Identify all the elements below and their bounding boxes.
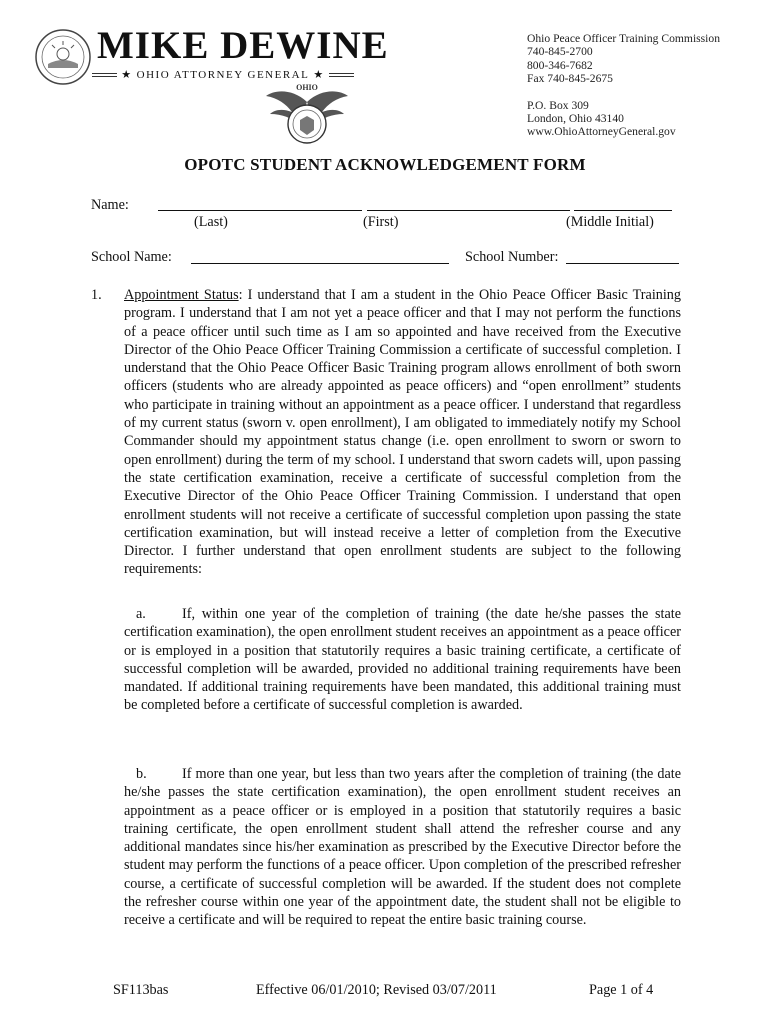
footer-page-number: Page 1 of 4 (589, 982, 654, 998)
sub-item-b (124, 765, 681, 930)
item-body (124, 286, 681, 579)
school-number-label: School Number: (465, 249, 559, 265)
school-name-label: School Name: (91, 249, 172, 265)
sub-a-label: a. (136, 606, 146, 622)
contact-block (527, 32, 720, 139)
item-heading: Appointment Status (124, 287, 239, 303)
last-caption: (Last) (194, 214, 228, 230)
star-icon: ★ (313, 69, 325, 81)
school-name-field[interactable] (191, 263, 449, 264)
last-name-field[interactable] (158, 210, 362, 211)
footer-effective-date: Effective 06/01/2010; Revised 03/07/2011 (256, 982, 497, 998)
state-seal-icon (34, 28, 92, 86)
footer-form-id: SF113bas (113, 982, 169, 998)
middle-initial-caption: (Middle Initial) (566, 214, 654, 230)
sub-item-a (124, 605, 681, 715)
middle-initial-field[interactable] (574, 210, 672, 211)
first-name-field[interactable] (367, 210, 570, 211)
opotc-eagle-seal-icon (262, 80, 352, 150)
subtitle-rule-left (92, 73, 117, 77)
contact-phone1: 740-845-2700 (527, 45, 593, 59)
contact-fax: Fax 740-845-2675 (527, 72, 613, 86)
contact-website[interactable]: www.OhioAttorneyGeneral.gov (527, 125, 676, 139)
seal-label: OHIO (296, 83, 318, 92)
contact-phone2: 800-346-7682 (527, 58, 593, 72)
star-icon: ★ (121, 69, 133, 81)
contact-pobox: P.O. Box 309 (527, 98, 589, 112)
name-label: Name: (91, 197, 129, 213)
subtitle-text: OHIO ATTORNEY GENERAL (136, 68, 310, 81)
first-caption: (First) (363, 214, 399, 230)
contact-org: Ohio Peace Officer Training Commission (527, 32, 721, 45)
item-appointment-status (91, 286, 681, 579)
attorney-general-name: MIKE DEWINE (97, 24, 389, 67)
school-number-field[interactable] (566, 263, 679, 264)
sub-b-text: If more than one year, but less than two years after the completion of training (the date he/she passes the state certification examination), the open enrollment student receives an appointment as a peace officer or is employed in a position that statutorily requires a basic training certificate, the open enrollment student shall attend the refresher course and any additional mandates since his/her examination as prescribed by the Executive Director before the student may perform the functions of a peace officer. Upon completion of the prescribed refresher course, a certificate of successful completion will be awarded. If the student does not complete the refresher course within one year of the appointment date, the student shall not be eligible to receive a certificate and will be required to repeat the entire basic training course. (124, 766, 681, 929)
contact-city: London, Ohio 43140 (527, 112, 624, 126)
sub-a-text: If, within one year of the completion of training (the date he/she passes the state certification examination), the open enrollment student receives an appointment as a peace officer or is employed in a position that statutorily requires a basic training certificate, a certificate of successful completion will be awarded, provided no additional training requirements have been mandated. If additional training requirements have been mandated, this additional training must be completed before a certificate of successful completion is awarded. (124, 606, 681, 714)
sub-b-label: b. (136, 766, 147, 782)
item-number: 1. (91, 287, 102, 303)
item-text: : I understand that I am a student in the Ohio Peace Officer Basic Training program. I understand that I am not yet a peace officer and that I may not perform the functions of a peace officer until such time as I am so appointed and have received from the Executive Director of the Ohio Peace Officer Training Commission a certificate of successful completion. I understand that the Ohio Peace Officer Basic Training program allows enrollment of both sworn officers (students who are already appointed as peace officers) and “open enrollment” students who participate in training without an appointment as a peace officer. I understand that regardless of my current status (sworn v. open enrollment), I am obligated to immediately notify my School Commander should my appointment status change (i.e. open enrollment to sworn or sworn to open enrollment) during the term of my school. I understand that sworn cadets will, upon passing the state certification examination, receive a certificate of successful completion from the Executive Director of the Ohio Peace Officer Training Commission. I understand that open enrollment students will not receive a certificate of successful completion upon passing the state certification examination, but will instead receive a letter of completion from the Executive Director. I further understand that open enrollment students are subject to the following requirements: (124, 287, 681, 578)
form-title: OPOTC STUDENT ACKNOWLEDGEMENT FORM (184, 155, 586, 174)
subtitle-rule-right (329, 73, 354, 77)
